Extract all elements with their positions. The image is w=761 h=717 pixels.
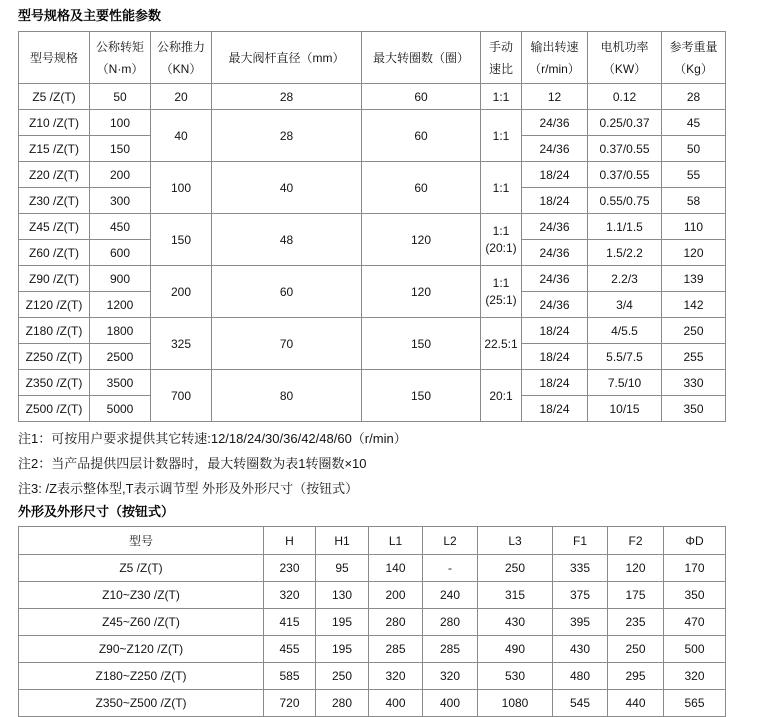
cell-H: 415 (264, 609, 316, 636)
cell-thrust: 150 (151, 214, 212, 266)
table-row (19, 370, 726, 396)
cell-L1: 400 (369, 690, 423, 717)
cell-power: 0.37/0.55 (588, 162, 662, 188)
cell-L1: 280 (369, 609, 423, 636)
cell-power: 0.55/0.75 (588, 188, 662, 214)
cell-torque: 200 (90, 162, 151, 188)
col-header-F1: F1 (553, 527, 608, 555)
page-title-dimensions: 外形及外形尺寸（按钮式） (18, 504, 175, 519)
cell-model: Z45~Z60 /Z(T) (19, 609, 264, 636)
cell-stem: 60 (212, 266, 362, 318)
cell-weight: 120 (662, 240, 726, 266)
cell-thrust: 40 (151, 110, 212, 162)
cell-speed: 24/36 (522, 136, 588, 162)
cell-F2: 175 (608, 582, 664, 609)
cell-stem: 80 (212, 370, 362, 422)
cell-speed: 18/24 (522, 188, 588, 214)
cell-weight: 45 (662, 110, 726, 136)
cell-model: Z30 /Z(T) (19, 188, 90, 214)
cell-ratio: 1:1 (481, 162, 522, 214)
cell-power: 2.2/3 (588, 266, 662, 292)
cell-H1: 95 (316, 555, 369, 582)
header-row (19, 527, 726, 555)
col-header-output-speed: 输出转速 （r/min） (522, 32, 588, 84)
cell-speed: 18/24 (522, 162, 588, 188)
cell-L3: 490 (478, 636, 553, 663)
cell-PhiD: 565 (664, 690, 726, 717)
table-row (19, 318, 726, 344)
cell-torque: 300 (90, 188, 151, 214)
cell-model: Z180 /Z(T) (19, 318, 90, 344)
cell-weight: 139 (662, 266, 726, 292)
cell-H: 585 (264, 663, 316, 690)
table-row (19, 214, 726, 240)
cell-turns: 120 (362, 266, 481, 318)
col-header-model: 型号规格 (19, 32, 90, 84)
cell-torque: 600 (90, 240, 151, 266)
cell-turns: 120 (362, 214, 481, 266)
cell-torque: 5000 (90, 396, 151, 422)
col-header-L3: L3 (478, 527, 553, 555)
cell-PhiD: 170 (664, 555, 726, 582)
cell-weight: 58 (662, 188, 726, 214)
cell-model: Z250 /Z(T) (19, 344, 90, 370)
cell-L2: 280 (423, 609, 478, 636)
cell-L1: 285 (369, 636, 423, 663)
cell-power: 10/15 (588, 396, 662, 422)
cell-L2: 240 (423, 582, 478, 609)
cell-model: Z10~Z30 /Z(T) (19, 582, 264, 609)
cell-L1: 320 (369, 663, 423, 690)
cell-speed: 24/36 (522, 240, 588, 266)
cell-weight: 250 (662, 318, 726, 344)
cell-H1: 195 (316, 636, 369, 663)
col-header-torque: 公称转矩 （N·m） (90, 32, 151, 84)
cell-model: Z5 /Z(T) (19, 555, 264, 582)
page-title-performance: 型号规格及主要性能参数 (18, 8, 162, 23)
cell-torque: 900 (90, 266, 151, 292)
cell-speed: 18/24 (522, 344, 588, 370)
cell-L3: 315 (478, 582, 553, 609)
cell-L2: - (423, 555, 478, 582)
header-row (19, 32, 726, 84)
cell-power: 5.5/7.5 (588, 344, 662, 370)
cell-model: Z60 /Z(T) (19, 240, 90, 266)
cell-stem: 40 (212, 162, 362, 214)
cell-PhiD: 320 (664, 663, 726, 690)
cell-F2: 250 (608, 636, 664, 663)
cell-torque: 450 (90, 214, 151, 240)
cell-weight: 55 (662, 162, 726, 188)
cell-PhiD: 470 (664, 609, 726, 636)
cell-power: 3/4 (588, 292, 662, 318)
cell-speed: 12 (522, 84, 588, 110)
cell-F2: 120 (608, 555, 664, 582)
cell-L3: 250 (478, 555, 553, 582)
cell-power: 0.25/0.37 (588, 110, 662, 136)
col-header-PhiD: ΦD (664, 527, 726, 555)
col-header-model: 型号 (19, 527, 264, 555)
cell-torque: 1800 (90, 318, 151, 344)
col-header-max-turns: 最大转圈数（圈） (362, 32, 481, 84)
cell-model: Z120 /Z(T) (19, 292, 90, 318)
note-2: 注2：当产品提供四层计数器时，最大转圈数为表1转圈数×10 (18, 456, 367, 471)
cell-thrust: 20 (151, 84, 212, 110)
cell-H1: 250 (316, 663, 369, 690)
cell-turns: 150 (362, 370, 481, 422)
cell-F2: 440 (608, 690, 664, 717)
cell-power: 0.37/0.55 (588, 136, 662, 162)
table-row (19, 690, 726, 717)
cell-H: 230 (264, 555, 316, 582)
cell-weight: 50 (662, 136, 726, 162)
cell-H: 455 (264, 636, 316, 663)
table-row (19, 609, 726, 636)
table-row (19, 636, 726, 663)
cell-H1: 195 (316, 609, 369, 636)
cell-L2: 320 (423, 663, 478, 690)
cell-ratio: 20:1 (481, 370, 522, 422)
performance-spec-table (18, 31, 726, 422)
cell-L3: 430 (478, 609, 553, 636)
cell-thrust: 200 (151, 266, 212, 318)
cell-power: 1.5/2.2 (588, 240, 662, 266)
cell-F2: 235 (608, 609, 664, 636)
cell-model: Z350~Z500 /Z(T) (19, 690, 264, 717)
cell-speed: 18/24 (522, 396, 588, 422)
cell-stem: 48 (212, 214, 362, 266)
cell-L2: 285 (423, 636, 478, 663)
cell-PhiD: 500 (664, 636, 726, 663)
cell-thrust: 100 (151, 162, 212, 214)
cell-power: 4/5.5 (588, 318, 662, 344)
cell-F1: 395 (553, 609, 608, 636)
cell-speed: 18/24 (522, 370, 588, 396)
cell-model: Z180~Z250 /Z(T) (19, 663, 264, 690)
cell-power: 0.12 (588, 84, 662, 110)
cell-weight: 110 (662, 214, 726, 240)
cell-weight: 330 (662, 370, 726, 396)
col-header-L2: L2 (423, 527, 478, 555)
col-header-H: H (264, 527, 316, 555)
cell-torque: 2500 (90, 344, 151, 370)
cell-weight: 255 (662, 344, 726, 370)
cell-model: Z20 /Z(T) (19, 162, 90, 188)
table-row (19, 582, 726, 609)
cell-stem: 70 (212, 318, 362, 370)
cell-ratio: 1:1 (481, 110, 522, 162)
cell-torque: 3500 (90, 370, 151, 396)
cell-H: 320 (264, 582, 316, 609)
table-row (19, 266, 726, 292)
col-header-stem-diameter: 最大阀杆直径（mm） (212, 32, 362, 84)
cell-H: 720 (264, 690, 316, 717)
cell-model: Z350 /Z(T) (19, 370, 90, 396)
cell-stem: 28 (212, 110, 362, 162)
note-3: 注3: /Z表示整体型,T表示调节型 外形及外形尺寸（按钮式） (18, 481, 359, 496)
cell-F2: 295 (608, 663, 664, 690)
table-row (19, 663, 726, 690)
cell-model: Z15 /Z(T) (19, 136, 90, 162)
col-header-F2: F2 (608, 527, 664, 555)
notes-block (18, 426, 743, 501)
cell-torque: 50 (90, 84, 151, 110)
cell-stem: 28 (212, 84, 362, 110)
cell-F1: 375 (553, 582, 608, 609)
col-header-motor-power: 电机功率 （KW） (588, 32, 662, 84)
cell-PhiD: 350 (664, 582, 726, 609)
cell-model: Z10 /Z(T) (19, 110, 90, 136)
col-header-H1: H1 (316, 527, 369, 555)
cell-ratio: 1:1 (25:1) (481, 266, 522, 318)
cell-H1: 280 (316, 690, 369, 717)
table-row (19, 110, 726, 136)
table-row (19, 84, 726, 110)
cell-ratio: 22.5:1 (481, 318, 522, 370)
cell-model: Z90~Z120 /Z(T) (19, 636, 264, 663)
note-1: 注1：可按用户要求提供其它转速:12/18/24/30/36/42/48/60（r/min） (18, 431, 407, 446)
cell-torque: 100 (90, 110, 151, 136)
cell-turns: 60 (362, 162, 481, 214)
cell-thrust: 700 (151, 370, 212, 422)
cell-F1: 480 (553, 663, 608, 690)
cell-model: Z90 /Z(T) (19, 266, 90, 292)
cell-model: Z45 /Z(T) (19, 214, 90, 240)
cell-turns: 60 (362, 110, 481, 162)
cell-ratio: 1:1 (481, 84, 522, 110)
dimension-table (18, 526, 726, 717)
cell-speed: 24/36 (522, 214, 588, 240)
cell-torque: 1200 (90, 292, 151, 318)
col-header-manual-ratio: 手动 速比 (481, 32, 522, 84)
cell-model: Z500 /Z(T) (19, 396, 90, 422)
cell-L1: 140 (369, 555, 423, 582)
cell-turns: 60 (362, 84, 481, 110)
cell-power: 7.5/10 (588, 370, 662, 396)
cell-torque: 150 (90, 136, 151, 162)
cell-model: Z5 /Z(T) (19, 84, 90, 110)
cell-F1: 335 (553, 555, 608, 582)
cell-power: 1.1/1.5 (588, 214, 662, 240)
cell-H1: 130 (316, 582, 369, 609)
cell-weight: 28 (662, 84, 726, 110)
cell-turns: 150 (362, 318, 481, 370)
col-header-thrust: 公称推力 （KN） (151, 32, 212, 84)
cell-speed: 24/36 (522, 110, 588, 136)
cell-speed: 24/36 (522, 292, 588, 318)
cell-speed: 24/36 (522, 266, 588, 292)
cell-F1: 430 (553, 636, 608, 663)
cell-weight: 350 (662, 396, 726, 422)
col-header-L1: L1 (369, 527, 423, 555)
cell-L3: 1080 (478, 690, 553, 717)
table-row (19, 555, 726, 582)
cell-ratio: 1:1 (20:1) (481, 214, 522, 266)
cell-L3: 530 (478, 663, 553, 690)
cell-L2: 400 (423, 690, 478, 717)
table-row (19, 162, 726, 188)
col-header-ref-weight: 参考重量 （Kg） (662, 32, 726, 84)
cell-speed: 18/24 (522, 318, 588, 344)
cell-thrust: 325 (151, 318, 212, 370)
cell-F1: 545 (553, 690, 608, 717)
cell-L1: 200 (369, 582, 423, 609)
cell-weight: 142 (662, 292, 726, 318)
